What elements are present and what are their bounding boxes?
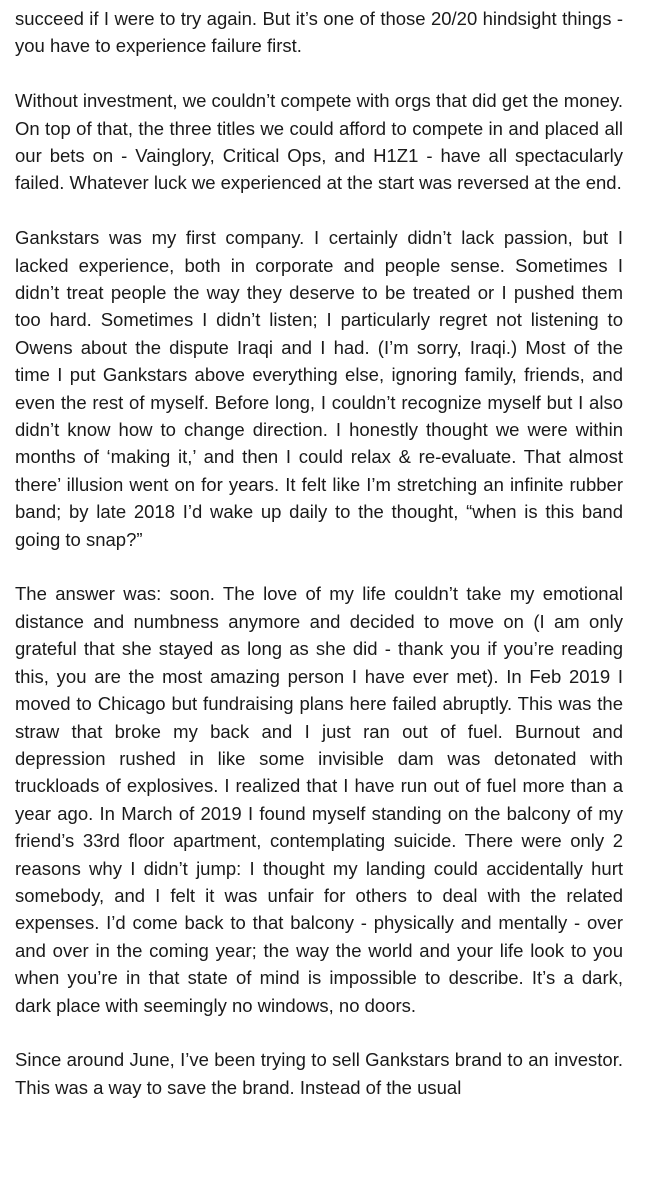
document-body [15,5,623,1129]
paragraph: Gankstars was my first company. I certainly didn’t lack passion, but I lacked experience, both in corporate and people sense. Sometimes I didn’t treat people the way they deserve to be treated or I pushed them too hard. Sometimes I didn’t listen; I particularly regret not listening to Owens about the dispute Iraqi and I had. (I’m sorry, Iraqi.) Most of the time I put Gankstars above everything else, ignoring family, friends, and even the rest of myself. Before long, I couldn’t recognize myself but I also didn’t know how to change direction. I honestly thought we were within months of ‘making it,’ and then I could relax & re-evaluate. That almost there’ illusion went on for years. It felt like I’m stretching an infinite rubber band; by late 2018 I’d wake up daily to the thought, “when is this band going to snap?” [15,227,623,550]
paragraph: Without investment, we couldn’t compete with orgs that did get the money. On top of that, the three titles we could afford to compete in and placed all our bets on - Vainglory, Critical Ops, and H1Z1 - have all spectacularly failed. Whatever luck we experienced at the start was reversed at the end. [15,90,623,194]
paragraph: The answer was: soon. The love of my life couldn’t take my emotional distance and numbness anymore and decided to move on (I am only grateful that she stayed as long as she did - thank you if you’re reading this, you are the most amazing person I have ever met). In Feb 2019 I moved to Chicago but fundraising plans here failed abruptly. This was the straw that broke my back and I just ran out of fuel. Burnout and depression rushed in like some invisible dam was detonated with truckloads of explosives. I realized that I have run out of fuel more than a year ago. In March of 2019 I found myself standing on the balcony of my friend’s 33rd floor apartment, contemplating suicide. There were only 2 reasons why I didn’t jump: I thought my landing could accidentally hurt somebody, and I felt it was unfair for others to deal with the related expenses. I’d come back to that balcony - physically and mentally - over and over in the coming year; the way the world and your life look to you when you’re in that state of mind is impossible to describe. It’s a dark, dark place with seemingly no windows, no doors. [15,583,623,1016]
paragraph: succeed if I were to try again. But it’s one of those 20/20 hindsight things - you have to experience failure first. [15,8,623,57]
paragraph: Since around June, I’ve been trying to sell Gankstars brand to an investor. This was a way to save the brand. Instead of the usual [15,1049,623,1098]
